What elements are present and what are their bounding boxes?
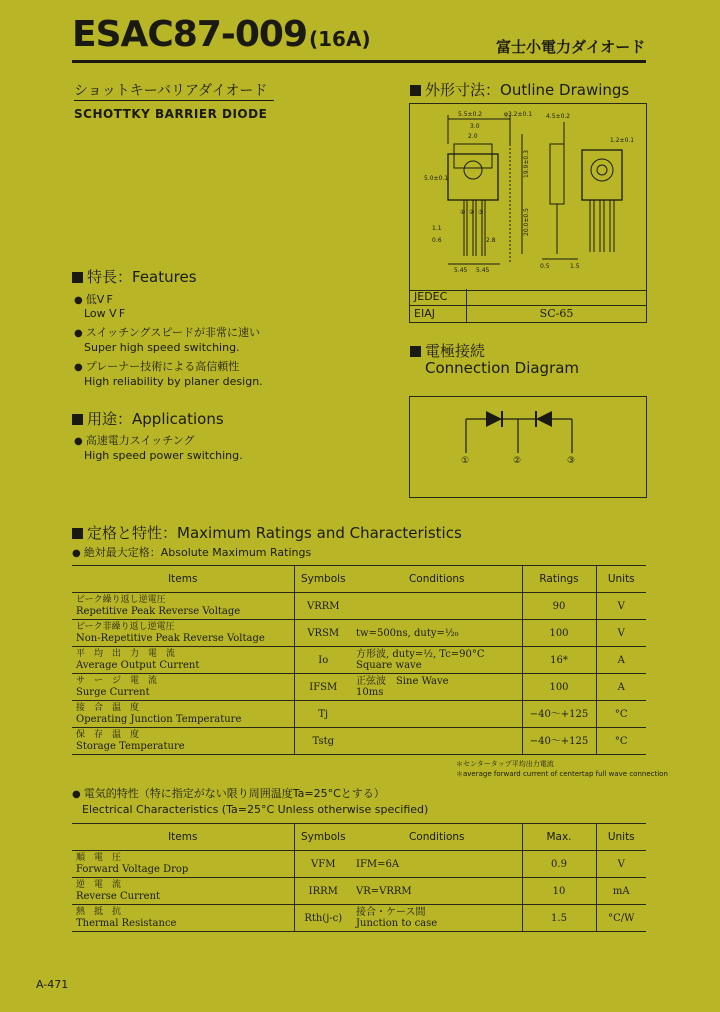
dot-bullet-icon: ●	[72, 548, 81, 559]
abs-max-subheading: ● 絶対最大定格：Absolute Maximum Ratings	[72, 546, 312, 559]
col-conditions: Conditions	[352, 824, 522, 851]
dim-label: 1.5	[570, 263, 580, 270]
dim-label: 1.1	[432, 225, 442, 232]
table-row: 順 電 圧 Forward Voltage Drop VFM IFM=6A 0.9 V	[72, 851, 646, 878]
diode-2-symbol	[536, 411, 552, 427]
dim-label: 19.9±0.3	[523, 150, 530, 178]
dim-label: 5.0±0.1	[424, 175, 449, 182]
square-bullet-icon	[72, 414, 83, 425]
dim-label: 4.5±0.2	[546, 113, 571, 120]
ratings-note-jp: ＊センタータップ平均出力電流	[456, 760, 554, 768]
jedec-row: JEDEC	[410, 289, 646, 306]
connection-heading-en: Connection Diagram	[425, 359, 580, 377]
col-max: Max.	[522, 824, 596, 851]
dim-label: 5.45	[476, 267, 490, 274]
col-units: Units	[596, 824, 646, 851]
pin-3-label: ③	[567, 456, 576, 466]
dot-bullet-icon: ●	[74, 328, 83, 339]
elec-heading-en: Electrical Characteristics (Ta=25°C Unless otherwise specified)	[82, 803, 429, 816]
square-bullet-icon	[410, 346, 421, 357]
dim-label: 3.0	[470, 123, 480, 130]
square-bullet-icon	[72, 528, 83, 539]
table-row: 平 均 出 力 電 流 Average Output Current Io 方形波, duty=½, Tc=90°C Square wave 16* A	[72, 647, 646, 674]
device-type-rule	[74, 100, 274, 101]
pin-label: ②	[469, 209, 475, 216]
dim-label: 0.6	[432, 237, 442, 244]
square-bullet-icon	[410, 85, 421, 96]
dim-label: 2.0	[468, 133, 478, 140]
header-rule	[72, 60, 646, 63]
dot-bullet-icon: ●	[72, 789, 81, 800]
connection-diagram	[409, 396, 647, 498]
pin-1-label: ①	[461, 456, 470, 466]
current-rating: (16A)	[309, 27, 371, 51]
col-ratings: Ratings	[522, 566, 596, 593]
device-type-jp: ショットキーバリアダイオード	[74, 83, 268, 99]
max-ratings-table	[72, 565, 646, 755]
dim-label: 0.5	[540, 263, 550, 270]
dim-label: φ3.2±0.1	[504, 111, 533, 118]
feature-jp-3: ● プレーナー技術による高信頼性	[74, 360, 240, 373]
outline-heading: 外形寸法：Outline Drawings	[410, 79, 629, 100]
col-items: Items	[72, 824, 294, 851]
maker-label: 富士小電力ダイオード	[496, 38, 646, 56]
dim-label: 5.45	[454, 267, 468, 274]
table-row: 熱 抵 抗 Thermal Resistance Rth(j-c) 接合・ケース間 Junction to case 1.5 °C/W	[72, 905, 646, 932]
dim-label: 2.8	[486, 237, 496, 244]
pin-label: ③	[478, 209, 484, 216]
feature-en-3: High reliability by planer design.	[84, 375, 263, 388]
pin-label: ①	[460, 209, 466, 216]
table-row: サ ー ジ 電 流 Surge Current IFSM 正弦波 Sine Wave 10ms 100 A	[72, 674, 646, 701]
dim-label: 1.2±0.1	[610, 137, 635, 144]
dim-label: 5.5±0.2	[458, 111, 483, 118]
table-row: 接 合 温 度 Operating Junction Temperature Tj −40〜+125 °C	[72, 701, 646, 728]
table-row: 逆 電 流 Reverse Current IRRM VR=VRRM 10 mA	[72, 878, 646, 905]
feature-jp-2: ● スイッチングスピードが非常に速い	[74, 326, 260, 339]
table-row: ピーク非繰り返し逆電圧 Non-Repetitive Peak Reverse Voltage VRSM tw=500ns, duty=½₀ 100 V	[72, 620, 646, 647]
package-standard-table	[409, 289, 647, 323]
features-heading: 特長：Features	[72, 266, 197, 287]
ratings-heading: 定格と特性：Maximum Ratings and Characteristics	[72, 522, 462, 543]
feature-en-1: Low V F	[84, 307, 126, 320]
package-drawing-svg	[410, 104, 646, 290]
col-symbols: Symbols	[294, 566, 352, 593]
diode-1-symbol	[486, 411, 502, 427]
diode-connection-svg	[410, 397, 646, 497]
dot-bullet-icon: ●	[74, 362, 83, 373]
connection-heading-jp: 電極接続	[410, 340, 485, 361]
page-number: A-471	[36, 978, 69, 991]
applications-heading: 用途：Applications	[72, 408, 224, 429]
col-conditions: Conditions	[352, 566, 522, 593]
elec-char-table	[72, 823, 646, 932]
eiaj-row: EIAJ SC-65	[410, 306, 646, 322]
outline-drawing	[409, 103, 647, 291]
pin-2-label: ②	[513, 456, 522, 466]
col-units: Units	[596, 566, 646, 593]
application-en-1: High speed power switching.	[84, 449, 243, 462]
table-row: 保 存 温 度 Storage Temperature Tstg −40〜+125 °C	[72, 728, 646, 755]
ratings-note-en: ＊average forward current of centertap full wave connection	[456, 770, 668, 778]
table-row: ピーク繰り返し逆電圧 Repetitive Peak Reverse Voltage VRRM 90 V	[72, 593, 646, 620]
col-items: Items	[72, 566, 294, 593]
application-jp-1: ● 高速電力スイッチング	[74, 434, 195, 447]
col-symbols: Symbols	[294, 824, 352, 851]
device-type-en: SCHOTTKY BARRIER DIODE	[74, 107, 268, 121]
feature-en-2: Super high speed switching.	[84, 341, 240, 354]
dot-bullet-icon: ●	[74, 436, 83, 447]
dot-bullet-icon: ●	[74, 295, 83, 306]
square-bullet-icon	[72, 272, 83, 283]
part-number-title: ESAC87-009 (16A)	[72, 14, 371, 55]
dim-label: 20.0±0.5	[523, 208, 530, 236]
elec-heading-jp: ● 電気的特性（特に指定がない限り周囲温度Ta=25°Cとする）	[72, 787, 385, 800]
feature-jp-1: ● 低V F	[74, 293, 113, 306]
